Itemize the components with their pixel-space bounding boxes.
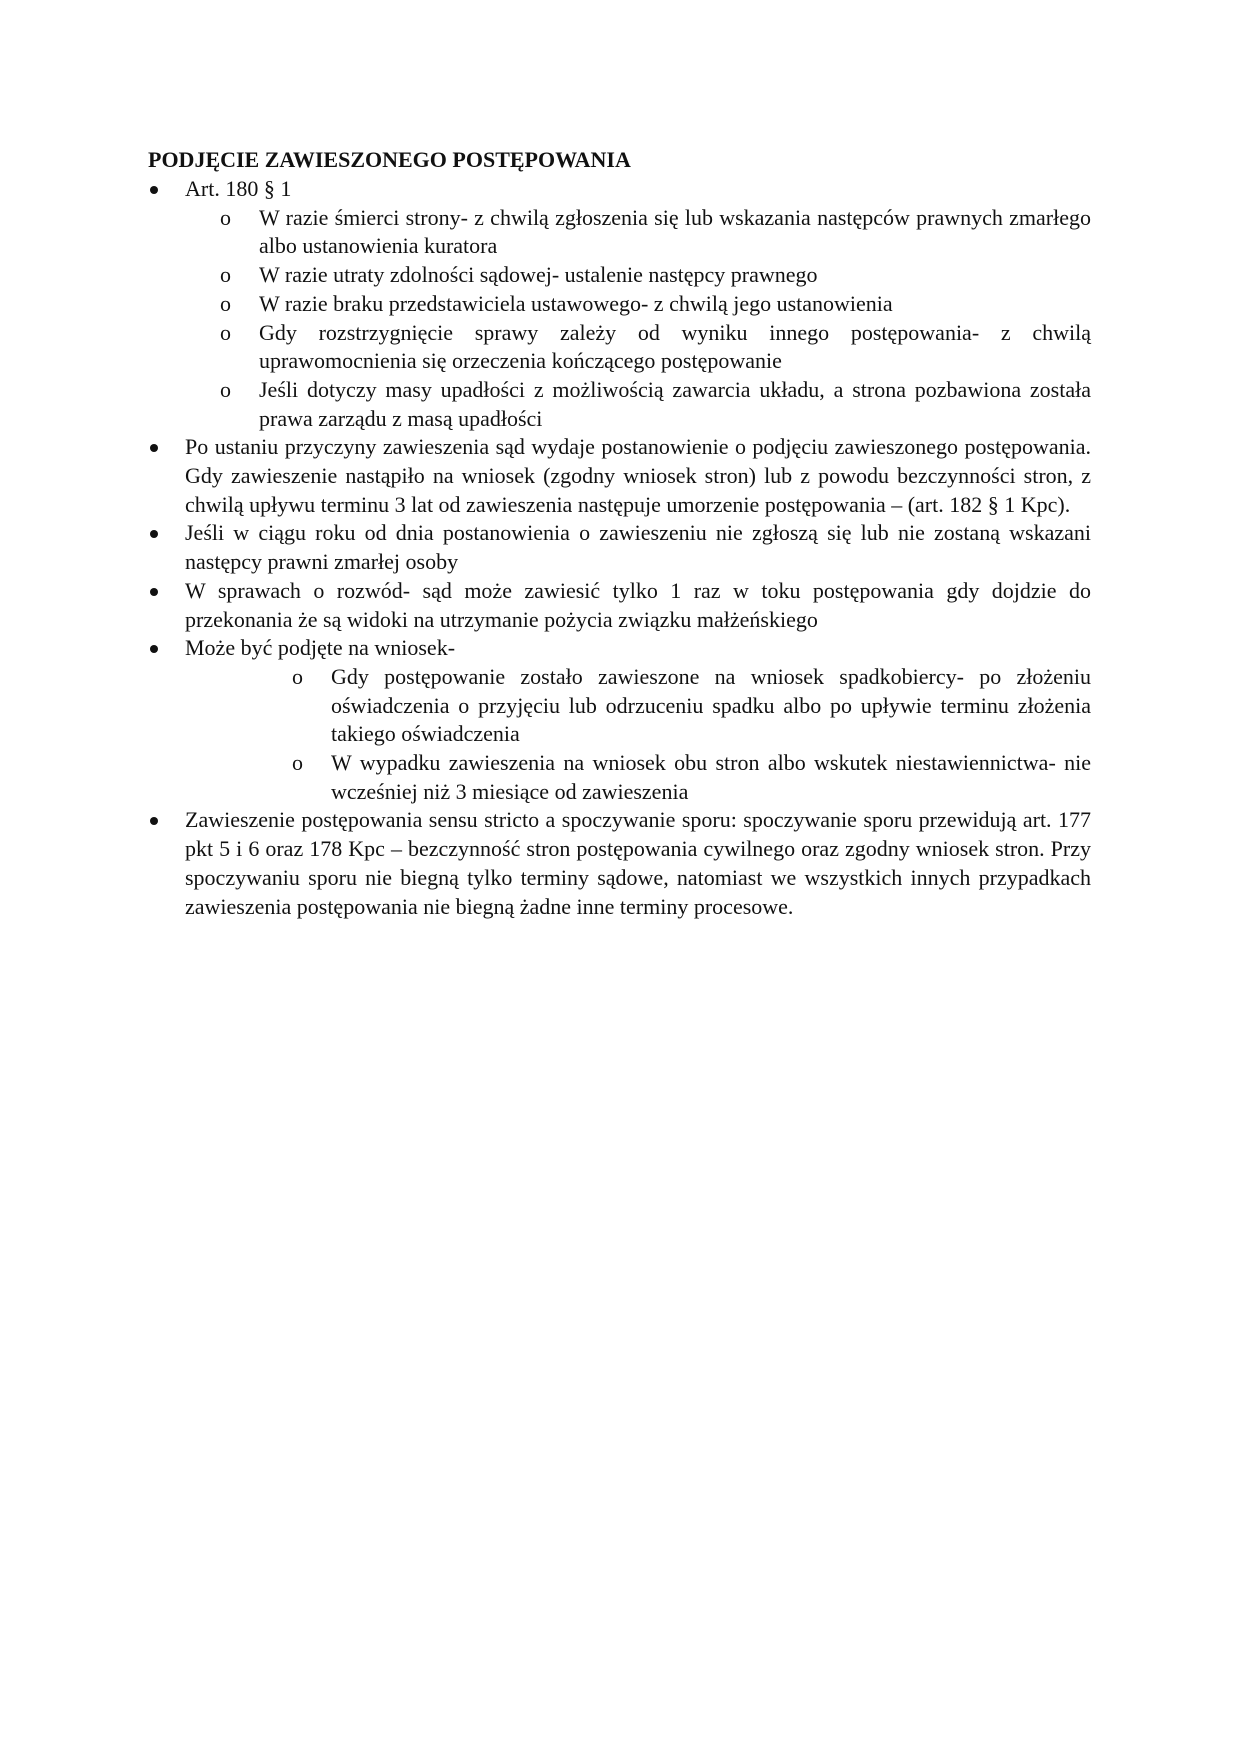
bullet-icon xyxy=(150,817,158,825)
sub-item xyxy=(222,204,1091,261)
circle-marker-icon: o xyxy=(220,262,231,288)
sub-item-text: Jeśli dotyczy masy upadłości z możliwością zawarcia układu, a strona pozbawiona została prawa zarządu z masą upadłości xyxy=(259,376,1091,431)
circle-marker-icon: o xyxy=(220,204,231,230)
circle-marker-icon: o xyxy=(220,319,231,345)
bullet-text: Jeśli w ciągu roku od dnia postanowienia o zawieszeniu nie zgłoszą się lub nie zostaną wskazani następcy prawni zmarłej osoby xyxy=(185,520,1091,575)
bullet-icon xyxy=(150,186,158,194)
bullet-icon xyxy=(150,444,158,452)
sub-item xyxy=(294,749,1091,806)
bullet-text: Zawieszenie postępowania sensu stricto a spoczywanie sporu: spoczywanie sporu przewidują art. 177 pkt 5 i 6 oraz 178 Kpc – bezczynność stron postępowania cywilnego oraz zgodny wniosek stron. Przy spoczywaniu sporu nie biegną tylko terminy sądowe, natomiast we wszystkich innych przypadkach zawieszenia postępowania nie biegną żadne inne terminy procesowe. xyxy=(185,807,1091,919)
sub-list-na-wniosek xyxy=(294,663,1091,807)
document-title: PODJĘCIE ZAWIESZONEGO POSTĘPOWANIA xyxy=(148,147,631,172)
bullet-item-na-wniosek xyxy=(148,634,1091,663)
main-bullet-list xyxy=(148,175,1091,204)
main-bullet-list-end xyxy=(148,806,1091,921)
bullet-text: Art. 180 § 1 xyxy=(185,176,292,201)
sub-item xyxy=(222,290,1091,319)
document-content xyxy=(148,145,1091,921)
sub-item xyxy=(222,319,1091,376)
circle-marker-icon: o xyxy=(292,750,303,776)
bullet-text: W sprawach o rozwód- sąd może zawiesić tylko 1 raz w toku postępowania gdy dojdzie do przekonania że są widoki na utrzymanie pożycia związku małżeńskiego xyxy=(185,577,1091,632)
sub-item-text: W razie śmierci strony- z chwilą zgłoszenia się lub wskazania następców prawnych zmarłego albo ustanowienia kuratora xyxy=(259,204,1091,259)
sub-item-text: W wypadku zawieszenia na wniosek obu stron albo wskutek niestawiennictwa- nie wcześniej niż 3 miesiące od zawieszenia xyxy=(331,750,1091,804)
sub-item-text: Gdy postępowanie zostało zawieszone na wniosek spadkobiercy- po złożeniu oświadczenia o przyjęciu lub odrzuceniu spadku albo po upływie terminu złożenia takiego oświadczenia xyxy=(331,663,1091,747)
bullet-icon xyxy=(150,645,158,653)
bullet-item-nastepcy xyxy=(148,519,1091,576)
circle-marker-icon: o xyxy=(292,663,303,689)
bullet-icon xyxy=(150,588,158,596)
bullet-item-spoczywanie xyxy=(148,806,1091,921)
main-bullet-list-continued xyxy=(148,433,1091,663)
bullet-item-podjecie xyxy=(148,433,1091,519)
bullet-item-rozwod xyxy=(148,577,1091,634)
sub-item xyxy=(222,261,1091,290)
circle-marker-icon: o xyxy=(220,290,231,316)
sub-item-text: W razie utraty zdolności sądowej- ustalenie następcy prawnego xyxy=(259,262,818,288)
sub-item-text: Gdy rozstrzygnięcie sprawy zależy od wyniku innego postępowania- z chwilą uprawomocnienia się orzeczenia kończącego postępowanie xyxy=(259,319,1091,374)
bullet-icon xyxy=(150,530,158,538)
sub-item xyxy=(222,376,1091,433)
circle-marker-icon: o xyxy=(220,376,231,402)
bullet-item-art-180 xyxy=(148,175,1091,204)
sub-list-art-180 xyxy=(222,204,1091,434)
bullet-text: Może być podjęte na wniosek- xyxy=(185,635,456,661)
sub-item-text: W razie braku przedstawiciela ustawowego- z chwilą jego ustanowienia xyxy=(259,290,893,316)
sub-item xyxy=(294,663,1091,749)
bullet-text: Po ustaniu przyczyny zawieszenia sąd wydaje postanowienie o podjęciu zawieszonego postępowania. Gdy zawieszenie nastąpiło na wniosek (zgodny wniosek stron) lub z powodu bezczynności stron, z chwilą upływu terminu 3 lat od zawieszenia następuje umorzenie postępowania – (art. 182 § 1 Kpc). xyxy=(185,434,1091,517)
